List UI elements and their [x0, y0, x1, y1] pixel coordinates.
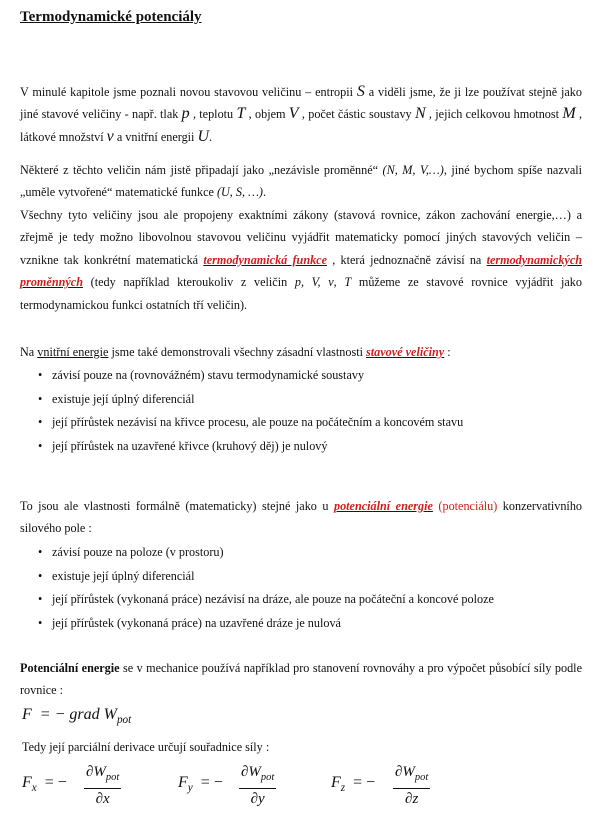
num-text: ∂W: [241, 764, 261, 780]
numerator: [393, 762, 430, 789]
list-item: • závisí pouze na poloze (v prostoru): [38, 541, 494, 565]
paragraph-partial-derivatives: Tedy její parciální derivace určují souřadnice síly :: [22, 740, 270, 754]
eq-F: F: [331, 774, 341, 791]
text: V minulé kapitole jsme poznali novou stavovou veličinu – entropii: [20, 85, 357, 99]
variables-independent: (N, M, V,…): [382, 163, 444, 177]
eq-sign: = −: [353, 774, 376, 791]
text: (tedy například kteroukoliv z veličin: [82, 275, 295, 290]
symbol-S: S: [356, 83, 365, 100]
potential-properties-list: [38, 541, 494, 635]
variables-state-equation: p, V, ν, T: [294, 275, 352, 290]
eq-rhs: = − grad W: [39, 706, 117, 723]
list-item: • její přírůstek (vykonaná práce) na uzavřené dráze je nulová: [38, 612, 494, 636]
text: konzervativního silového pole :: [20, 499, 583, 536]
text: a vnitřní energii: [113, 129, 198, 144]
equation-fy-lhs: [178, 774, 223, 794]
text: Všechny tyto veličiny jsou ale propojeny exaktními zákony (stavová rovnice, zákon zachování energie,…) a zřejmě je tedy možno libovolnou stavovou veličinu vyjádřit matematicky pomocí jiných stavových veličin – vznikne tak konkrétní matematická: [20, 208, 582, 267]
eq-sub: z: [340, 782, 346, 795]
eq-sub: y: [187, 782, 193, 795]
text: , jiné bychom spíše nazvali „uměle vytvořené“ matematické funkce: [20, 163, 583, 200]
numerator: [239, 762, 276, 789]
eq-sub: x: [31, 782, 37, 795]
page-title: Termodynamické potenciály: [20, 9, 202, 25]
list-item: • její přírůstek na uzavřené křivce (kruhový děj) je nulový: [38, 435, 463, 459]
text: Na: [20, 345, 38, 359]
fraction-fz: [393, 762, 430, 809]
paragraph-laws: [20, 204, 582, 316]
paragraph-entropy: [20, 81, 582, 148]
paragraph-internal-energy: [20, 341, 582, 363]
eq-sign: = −: [44, 774, 67, 791]
text: , která jednoznačně závisí na: [327, 252, 487, 267]
state-properties-list: [38, 364, 463, 458]
num-text: ∂W: [86, 764, 106, 780]
denominator: ∂x: [95, 791, 110, 807]
underlined-internal-energy: vnitřní energie: [37, 345, 109, 359]
eq-F: F: [178, 774, 188, 791]
equation-fx-lhs: [22, 774, 67, 794]
symbol-V: V: [288, 105, 299, 123]
text: , látkové množství: [20, 107, 582, 144]
text: Některé z těchto veličin nám jistě připadají jako „nezávisle proměnné“: [20, 163, 383, 177]
symbol-M: M: [562, 105, 576, 123]
paragraph-variables: [20, 159, 582, 204]
eq-F: F: [22, 774, 32, 791]
symbol-nu: ν: [106, 127, 114, 145]
eq-lhs: F: [22, 706, 32, 723]
num-sub: pot: [105, 772, 120, 783]
text: , počet částic soustavy: [298, 107, 415, 122]
text: , teplotu: [189, 107, 237, 122]
text: můžeme ze stavové rovnice vyjádřit jako termodynamickou funkci ostatních tří veličin).: [20, 275, 582, 312]
equation-fz-lhs: [331, 774, 375, 794]
eq-sub: pot: [116, 714, 132, 727]
variables-functions: (U, S, …): [216, 185, 263, 200]
num-sub: pot: [414, 772, 429, 783]
link-termodynamicke-promenne[interactable]: termodynamických proměnných: [20, 252, 583, 290]
num-sub: pot: [260, 772, 275, 783]
list-item: • existuje její úplný diferenciál: [38, 388, 463, 412]
equation-force-gradient: [22, 706, 131, 726]
text: :: [444, 345, 451, 359]
list-item: • existuje její úplný diferenciál: [38, 565, 494, 589]
list-item: • její přírůstek nezávisí na křivce procesu, ale pouze na počátečním a koncovém stavu: [38, 411, 463, 435]
text: , jejich celkovou hmotnost: [425, 107, 563, 122]
symbol-T: T: [236, 105, 246, 123]
list-item: • její přírůstek (vykonaná práce) nezávisí na dráze, ale pouze na počáteční a koncové poloze: [38, 588, 494, 612]
link-termodynamicka-funkce[interactable]: termodynamická funkce: [203, 252, 328, 267]
bold-term: Potenciální energie: [20, 661, 120, 675]
eq-sign: = −: [200, 774, 223, 791]
text: a viděli jsme, že ji lze používat stejně jako jiné stavové veličiny - např. tlak: [20, 85, 582, 122]
link-potencialni-energie[interactable]: potenciální energie: [333, 499, 433, 513]
symbol-p: p: [181, 105, 190, 123]
text: .: [209, 129, 213, 144]
symbol-U: U: [197, 127, 210, 145]
text: , objem: [245, 107, 289, 122]
denominator: ∂y: [250, 791, 265, 807]
text-potential: (potenciálu): [432, 499, 498, 513]
denominator: ∂z: [405, 791, 419, 807]
symbol-N: N: [414, 105, 426, 123]
text: se v mechanice používá například pro stanovení rovnováhy a pro výpočet působící síly podle rovnice :: [20, 661, 582, 698]
text: jsme také demonstrovali všechny zásadní vlastnosti: [108, 345, 367, 359]
paragraph-potential-energy-properties: [20, 495, 582, 540]
fraction-fx: [84, 762, 121, 809]
text: To jsou ale vlastnosti formálně (matematicky) stejné jako u: [20, 499, 334, 513]
text: .: [262, 185, 267, 200]
paragraph-mechanics: [20, 657, 582, 702]
numerator: [84, 762, 121, 789]
num-text: ∂W: [395, 764, 415, 780]
link-stavove-veliciny[interactable]: stavové veličiny: [366, 345, 445, 359]
fraction-fy: [239, 762, 276, 809]
list-item: • závisí pouze na (rovnovážném) stavu termodynamické soustavy: [38, 364, 463, 388]
